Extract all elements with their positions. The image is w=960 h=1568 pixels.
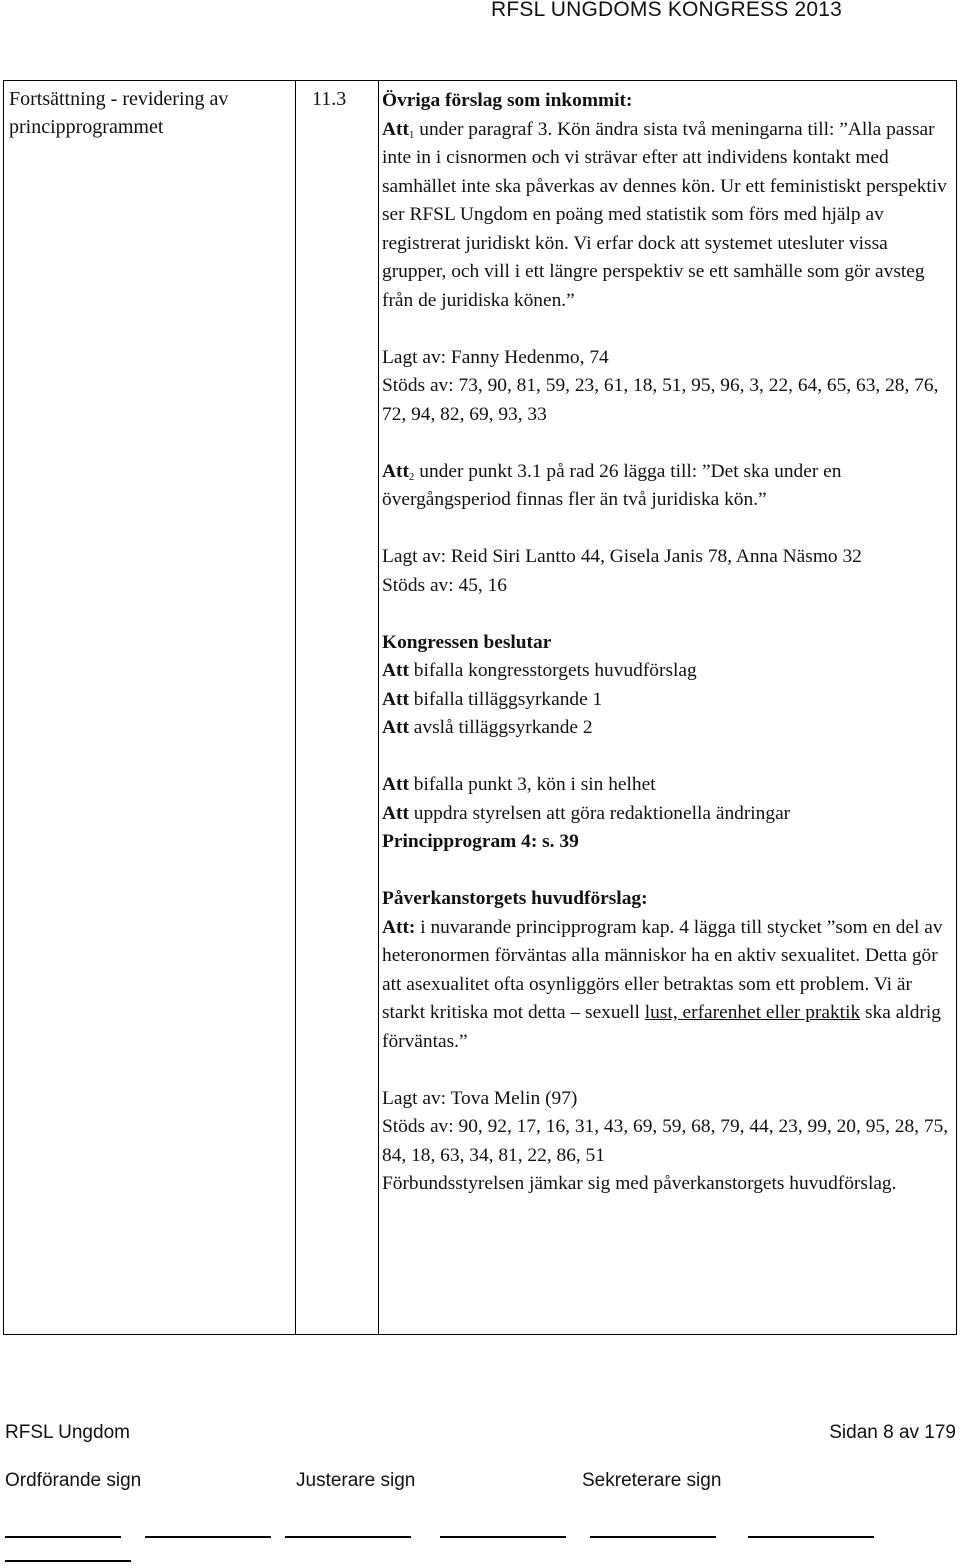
- column-divider: [378, 81, 379, 1334]
- signature-label-secretary: Sekreterare sign: [582, 1470, 722, 1491]
- signature-line: [748, 1536, 874, 1538]
- proposal-2-supporters: Stöds av: 45, 16: [382, 574, 507, 596]
- decision-item: Att uppdra styrelsen att göra redaktionella ändringar: [382, 802, 791, 824]
- motion-table: [3, 80, 957, 1335]
- signature-line: [440, 1536, 566, 1538]
- proposal-2-text: Att$_2$ under punkt 3.1 på rad 26 lägga till: ”Det ska under en övergångsperiod finnas fler än två juridiska kön.”: [382, 460, 842, 510]
- signature-line: [5, 1560, 131, 1562]
- content-heading: Övriga förslag som inkommit:: [382, 90, 633, 111]
- program-reference: Principprogram 4: s. 39: [382, 831, 579, 852]
- section-number: 11.3: [312, 88, 347, 110]
- decision-item: Att avslå tilläggsyrkande 2: [382, 717, 593, 738]
- footer-page-number: Sidan 8 av 179: [829, 1422, 956, 1443]
- column-divider: [295, 81, 296, 1334]
- proposal-1-supporters: Stöds av: 73, 90, 81, 59, 23, 61, 18, 51, 95, 96, 3, 22, 64, 65, 63, 28, 76, 72, 94, 82, 69, 93, 33: [382, 375, 939, 425]
- signature-line: [5, 1536, 121, 1538]
- main-proposal-author: Lagt av: Tova Melin (97): [382, 1087, 578, 1109]
- signature-line: [590, 1536, 716, 1538]
- proposal-1-text: Att$_1$ under paragraf 3. Kön ändra sista två meningarna till: ”Alla passar inte in i cisnormen och vi strävar efter att individens kontakt med samhället inte ska påverkas av dennes kön. Ur ett feministiskt perspektiv ser RFSL Ungdom en poäng med statistik som förs med hjälp av registrerat juridiskt kön. Vi erfar dock att systemet utesluter vissa grupper, och vill i ett längre perspektiv se ett samhälle som gör avsteg från de juridiska könen.”: [382, 118, 947, 311]
- proposal-1-author: Lagt av: Fanny Hedenmo, 74: [382, 346, 609, 368]
- decision-heading: Kongressen beslutar: [382, 631, 552, 653]
- signature-line: [145, 1536, 271, 1538]
- section-label: Fortsättning - revidering av principprogrammet: [9, 88, 229, 138]
- main-proposal-supporters: Stöds av: 90, 92, 17, 16, 31, 43, 69, 59, 68, 79, 44, 23, 99, 20, 95, 28, 75, 84, 18, 63, 34, 81, 22, 86, 51: [382, 1116, 949, 1166]
- motion-content: [382, 87, 956, 1199]
- footer-organization: RFSL Ungdom: [5, 1422, 130, 1443]
- proposal-2-author: Lagt av: Reid Siri Lantto 44, Gisela Janis 78, Anna Näsmo 32: [382, 546, 862, 567]
- signature-label-adjuster: Justerare sign: [296, 1470, 416, 1491]
- main-proposal-text: Att: i nuvarande principprogram kap. 4 lägga till stycket ”som en del av heteronormen förväntas alla människor ha en aktiv sexualitet. Detta gör att asexualitet ofta osynliggörs eller betraktas som ett problem. Vi är starkt kritiska mot detta – sexuell lust, erfarenhet eller praktik ska aldrig förväntas.”: [382, 916, 943, 1052]
- decision-item: Att bifalla kongresstorgets huvudförslag: [382, 660, 697, 681]
- decision-item: Att bifalla tilläggsyrkande 1: [382, 688, 603, 710]
- main-proposal-heading: Påverkanstorgets huvudförslag:: [382, 888, 648, 909]
- signature-line: [285, 1536, 411, 1538]
- decision-item: Att bifalla punkt 3, kön i sin helhet: [382, 774, 656, 795]
- signature-label-chair: Ordförande sign: [5, 1470, 142, 1491]
- header-title: RFSL UNGDOMS KONGRESS 2013: [490, 0, 842, 21]
- board-note: Förbundsstyrelsen jämkar sig med påverkanstorgets huvudförslag.: [382, 1173, 897, 1194]
